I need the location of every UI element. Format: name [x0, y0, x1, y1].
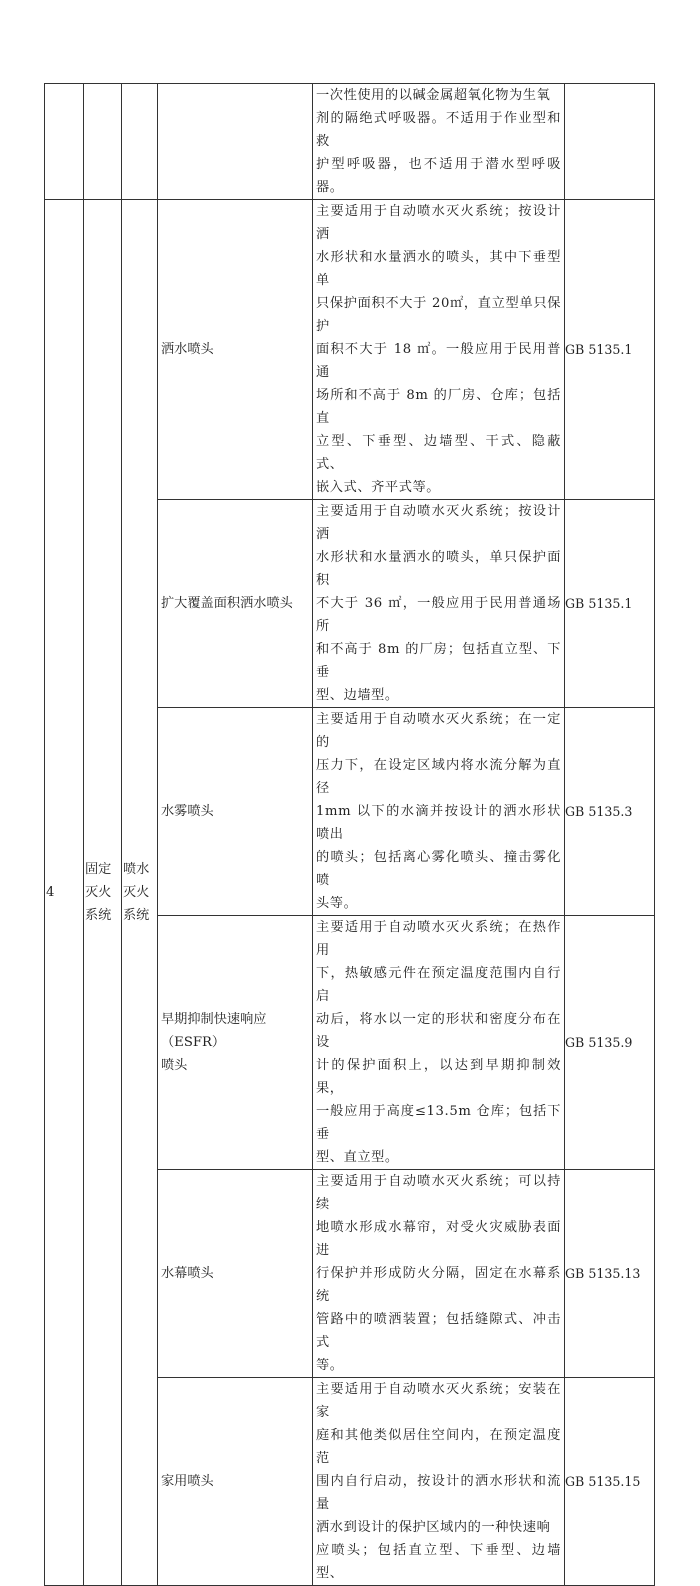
description-cell: 主要适用于自动喷水灭火系统；安装在家 庭和其他类似居住空间内，在预定温度范 围内自行启动，按设计的洒水形状和流量 洒水到设计的保护区域内的一种快速响 应喷头；包括直立型、下垂型、边墙型、 — [313, 1378, 565, 1586]
standard-cell: GB 5135.3 — [565, 708, 655, 916]
product-name-line: 喷头 — [161, 1058, 188, 1073]
table-row — [45, 200, 655, 500]
product-name-cell: 水雾喷头 — [158, 708, 313, 916]
description-cell: 一次性使用的以碱金属超氧化物为生氧 剂的隔绝式呼吸器。不适用于作业型和救 护型呼吸器，也不适用于潜水型呼吸器。 — [313, 84, 565, 200]
standard-cell: GB 5135.9 — [565, 916, 655, 1170]
product-name-cell — [158, 916, 313, 1170]
system-cell — [84, 84, 122, 200]
product-standards-table — [44, 83, 655, 1586]
product-name-cell: 水幕喷头 — [158, 1170, 313, 1378]
system-category-cell: 固定灭火系统 — [84, 200, 122, 1586]
product-name-cell: 家用喷头 — [158, 1378, 313, 1586]
product-name-cell — [158, 84, 313, 200]
standard-cell: GB 5135.1 — [565, 200, 655, 500]
subsystem-cell — [122, 84, 158, 200]
standard-cell — [565, 84, 655, 200]
standard-cell: GB 5135.15 — [565, 1378, 655, 1586]
description-cell: 主要适用于自动喷水灭火系统；在热作用 下，热敏感元件在预定温度范围内自行启 动后，将水以一定的形状和密度分布在设 计的保护面积上，以达到早期抑制效果， 一般应用于高度≤13.5m 仓库；包括下垂 型、直立型。 — [313, 916, 565, 1170]
product-name-line: 早期抑制快速响应 — [161, 1012, 267, 1027]
group-number-cell: 4 — [45, 200, 84, 1586]
description-cell: 主要适用于自动喷水灭火系统；在一定的 压力下，在设定区域内将水流分解为直径 1mm 以下的水滴并按设计的洒水形状喷出 的喷头；包括离心雾化喷头、撞击雾化喷 头等。 — [313, 708, 565, 916]
product-name-cell: 洒水喷头 — [158, 200, 313, 500]
product-name-line: （ESFR） — [161, 1035, 226, 1050]
number-cell — [45, 84, 84, 200]
subsystem-category-cell: 喷水灭火系统 — [122, 200, 158, 1586]
description-cell: 主要适用于自动喷水灭火系统；按设计洒 水形状和水量洒水的喷头，其中下垂型单 只保护面积不大于 20㎡，直立型单只保护 面积不大于 18 ㎡。一般应用于民用普通 场所和不高于 8m 的厂房、仓库；包括直 立型、下垂型、边墙型、干式、隐蔽式、 嵌入式、齐平式等。 — [313, 200, 565, 500]
description-cell: 主要适用于自动喷水灭火系统；可以持续 地喷水形成水幕帘，对受火灾威胁表面进 行保护并形成防火分隔，固定在水幕系统 管路中的喷洒装置；包括缝隙式、冲击式 等。 — [313, 1170, 565, 1378]
standard-cell: GB 5135.1 — [565, 500, 655, 708]
standard-cell: GB 5135.13 — [565, 1170, 655, 1378]
description-cell: 主要适用于自动喷水灭火系统；按设计洒 水形状和水量洒水的喷头，单只保护面积 不大于 36 ㎡，一般应用于民用普通场所 和不高于 8m 的厂房；包括直立型、下垂 型、边墙型。 — [313, 500, 565, 708]
product-name-cell: 扩大覆盖面积洒水喷头 — [158, 500, 313, 708]
table-row — [45, 84, 655, 200]
